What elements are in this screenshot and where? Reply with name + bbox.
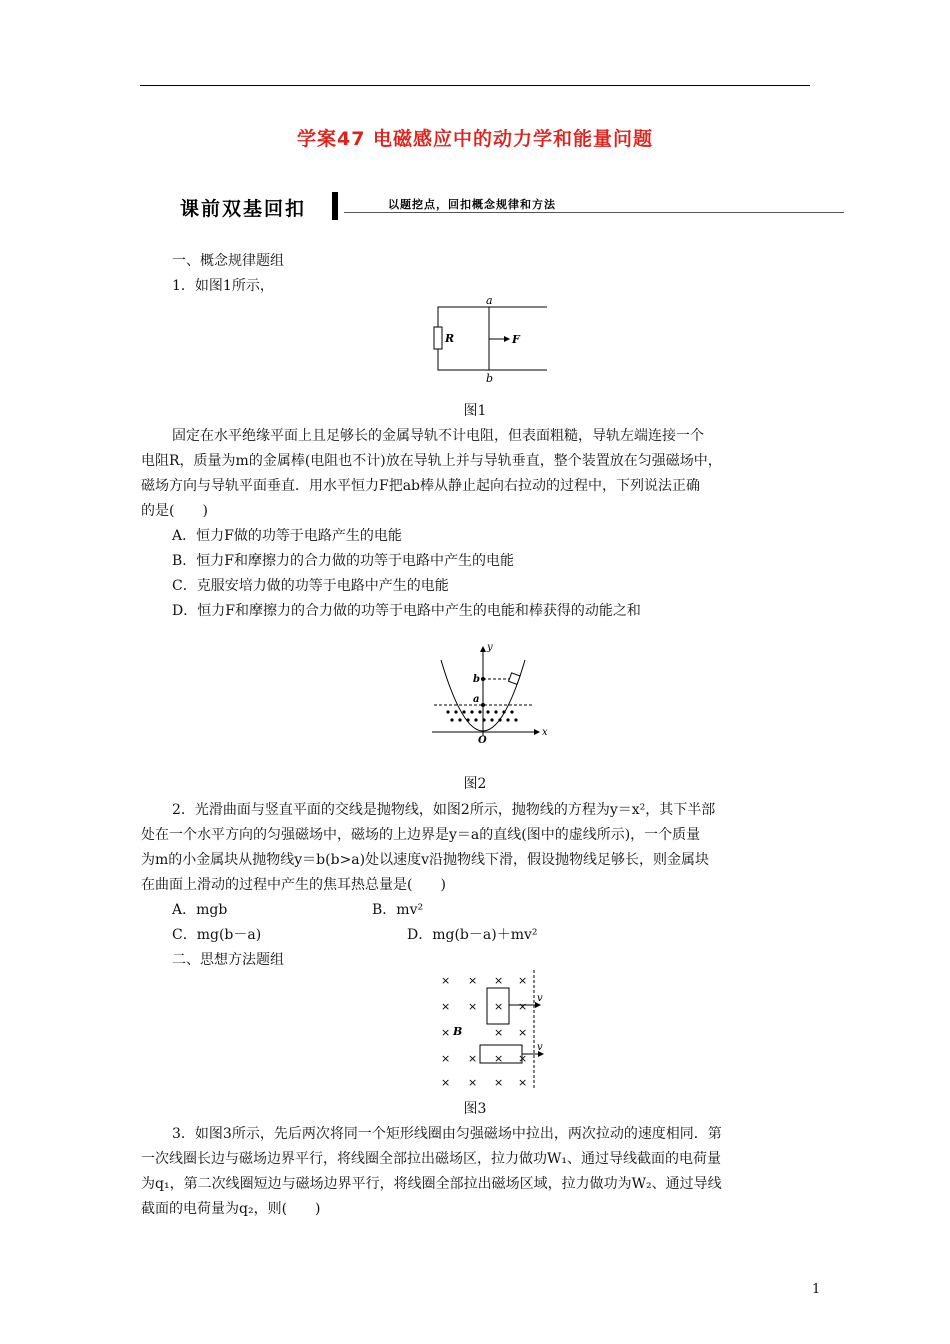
q2-line-4: 在曲面上滑动的过程中产生的焦耳热总量是( ) bbox=[141, 877, 446, 893]
section-heading-1: 一、概念规律题组 bbox=[172, 253, 284, 269]
figure-2-caption: 图2 bbox=[463, 776, 487, 792]
cross-mark: × bbox=[518, 974, 528, 987]
cross-mark: × bbox=[494, 1000, 504, 1013]
fig1-label-b: b bbox=[486, 372, 494, 385]
q1-line-3: 磁场方向与导轨平面垂直．用水平恒力F把ab棒从静止起向右拉动的过程中，下列说法正确 bbox=[141, 478, 701, 494]
fig2-label-O: O bbox=[478, 735, 487, 744]
fig1-label-R: R bbox=[445, 332, 455, 345]
q1-intro: 1．如图1所示， bbox=[172, 278, 274, 294]
cross-mark: × bbox=[518, 1026, 528, 1039]
cross-mark: × bbox=[441, 1026, 451, 1039]
page-title: 学案47 电磁感应中的动力学和能量问题 bbox=[296, 128, 654, 150]
fig2-label-b: b bbox=[473, 674, 480, 685]
page-number: 1 bbox=[812, 1282, 821, 1297]
fig1-label-F: F bbox=[512, 333, 520, 346]
cross-mark: × bbox=[468, 1076, 478, 1089]
cross-mark: × bbox=[518, 1076, 528, 1089]
banner-main: 课前双基回扣 bbox=[180, 198, 307, 220]
fig2-label-a: a bbox=[473, 694, 480, 705]
q2-option-d: D．mg(b－a)＋mv² bbox=[407, 927, 538, 943]
q2-line-1: 2．光滑曲面与竖直平面的交线是抛物线，如图2所示，抛物线的方程为y＝x²，其下半部 bbox=[172, 802, 716, 818]
q2-option-b: B．mv² bbox=[372, 902, 424, 918]
cross-mark: × bbox=[441, 1000, 451, 1013]
section-banner bbox=[172, 192, 844, 224]
cross-mark: × bbox=[494, 974, 504, 987]
q2-line-3: 为m的小金属块从抛物线y＝b(b>a)处以速度v沿抛物线下滑，假设抛物线足够长，则金属块 bbox=[141, 852, 710, 868]
cross-mark: × bbox=[494, 1026, 504, 1039]
fig2-label-x: x bbox=[542, 727, 548, 738]
q3-line-3: 为q₁，第二次线圈短边与磁场边界平行，将线圈全部拉出磁场区域，拉力做功为W₂、通过导线 bbox=[141, 1176, 722, 1192]
q3-line-1: 3．如图3所示，先后两次将同一个矩形线圈由匀强磁场中拉出，两次拉动的速度相同．第 bbox=[172, 1126, 722, 1142]
top-rule bbox=[140, 85, 810, 86]
q1-option-b: B．恒力F和摩擦力的合力做的功等于电路中产生的电能 bbox=[172, 553, 515, 569]
cross-mark: × bbox=[468, 974, 478, 987]
banner-bar bbox=[332, 192, 338, 220]
q1-line-4: 的是( ) bbox=[141, 503, 208, 519]
q1-option-c: C．克服安培力做的功等于电路中产生的电能 bbox=[172, 578, 449, 594]
fig3-label-v1: v bbox=[537, 993, 543, 1004]
cross-mark: × bbox=[441, 1076, 451, 1089]
cross-mark: × bbox=[468, 1052, 478, 1065]
banner-subtitle: 以题挖点，回扣概念规律和方法 bbox=[388, 198, 556, 211]
figure-3 bbox=[434, 968, 564, 1090]
cross-mark: × bbox=[518, 1052, 528, 1065]
fig3-label-B: B bbox=[453, 1025, 463, 1038]
q1-line-1: 固定在水平绝缘平面上且足够长的金属导轨不计电阻，但表面粗糙，导轨左端连接一个 bbox=[172, 428, 704, 444]
q1-option-d: D．恒力F和摩擦力的合力做的功等于电路中产生的电能和棒获得的动能之和 bbox=[172, 603, 641, 619]
cross-mark: × bbox=[494, 1076, 504, 1089]
cross-mark: × bbox=[468, 1000, 478, 1013]
cross-mark: × bbox=[518, 1000, 528, 1013]
section-heading-2: 二、思想方法题组 bbox=[172, 952, 284, 968]
q1-line-2: 电阻R，质量为m的金属棒(电阻也不计)放在导轨上并与导轨垂直，整个装置放在匀强磁场中， bbox=[141, 453, 722, 469]
q2-line-2: 处在一个水平方向的匀强磁场中，磁场的上边界是y＝a的直线(图中的虚线所示)，一个质量 bbox=[141, 827, 701, 843]
figure-3-caption: 图3 bbox=[463, 1101, 487, 1117]
cross-mark: × bbox=[441, 974, 451, 987]
q2-option-a: A．mgb bbox=[172, 902, 228, 918]
fig3-label-v2: v bbox=[537, 1042, 543, 1053]
fig2-label-y: y bbox=[487, 642, 493, 653]
q2-option-c: C．mg(b－a) bbox=[172, 927, 262, 943]
figure-2 bbox=[428, 640, 558, 744]
q1-option-a: A．恒力F做的功等于电路产生的电能 bbox=[172, 528, 402, 544]
fig1-label-a: a bbox=[486, 294, 493, 307]
q3-line-2: 一次线圈长边与磁场边界平行，将线圈全部拉出磁场区，拉力做功W₁、通过导线截面的电荷量 bbox=[141, 1151, 721, 1167]
figure-1-caption: 图1 bbox=[463, 403, 487, 419]
cross-mark: × bbox=[494, 1052, 504, 1065]
banner-line bbox=[344, 212, 844, 213]
q3-line-4: 截面的电荷量为q₂，则( ) bbox=[141, 1201, 321, 1217]
cross-mark: × bbox=[441, 1052, 451, 1065]
figure-1 bbox=[420, 294, 560, 386]
